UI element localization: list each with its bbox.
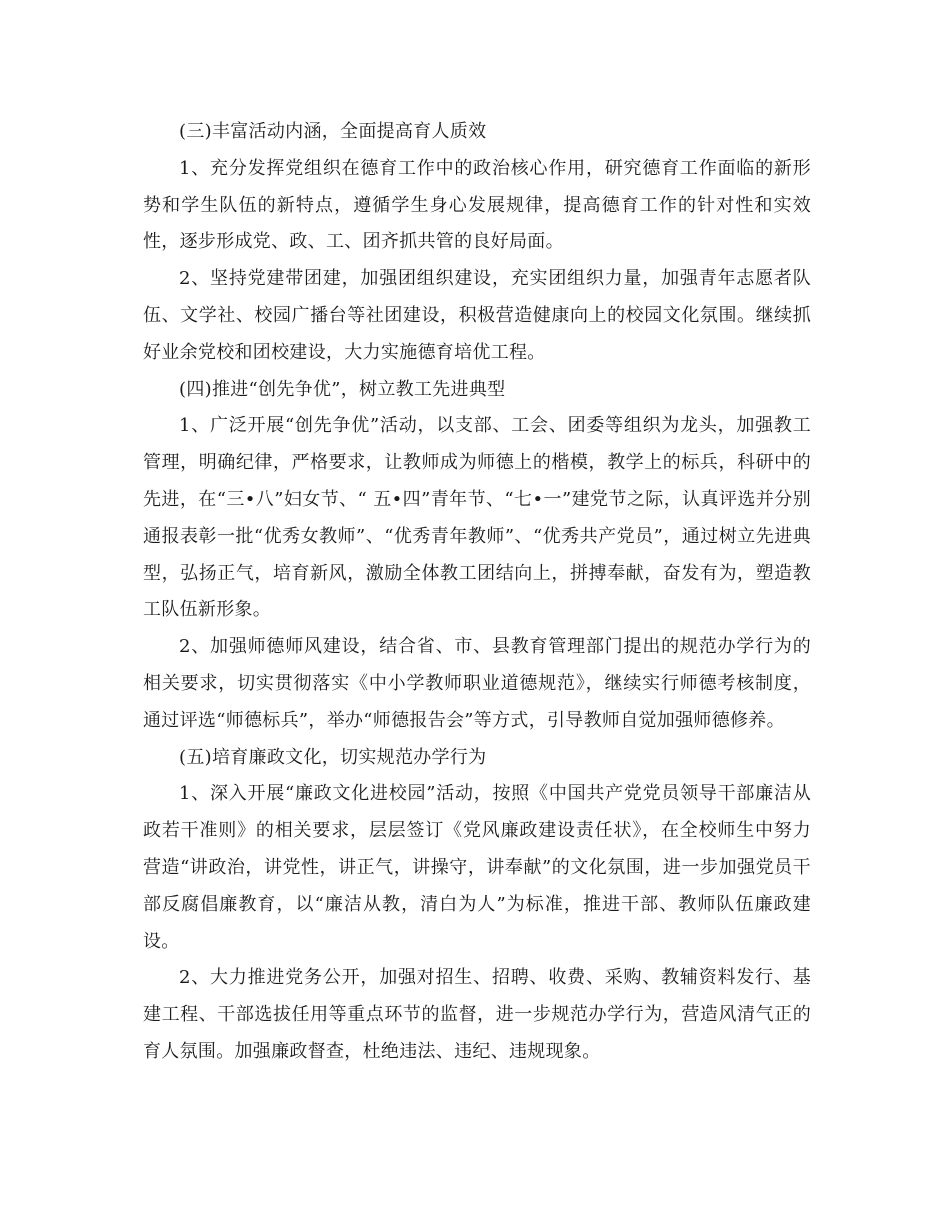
paragraph: 1、深入开展“廉政文化进校园”活动，按照《中国共产党党员领导干部廉洁从政若干准则》的相关要求，层层签订《党风廉政建设责任状》，在全校师生中努力营造“讲政治，讲党性，讲正气，讲操守，讲奉献”的文化氛围，进一步加强党员干部反腐倡廉教育，以“廉洁从教，清白为人”为标准，推进干部、教师队伍廉政建设。 bbox=[143, 783, 811, 952]
paragraph: 2、坚持党建带团建，加强团组织建设，充实团组织力量，加强青年志愿者队伍、文学社、校园广播台等社团建设，积极营造健康向上的校园文化氛围。继续抓好业余党校和团校建设，大力实施德育培优工程。 bbox=[143, 268, 811, 363]
section-heading-4: (四)推进“创先争优”，树立教工先进典型 bbox=[179, 378, 506, 400]
section-heading-5: (五)培育廉政文化，切实规范办学行为 bbox=[179, 746, 487, 768]
paragraph: 2、大力推进党务公开，加强对招生、招聘、收费、采购、教辅资料发行、基建工程、干部选拔任用等重点环节的监督，进一步规范办学行为，营造风清气正的育人氛围。加强廉政督查，杜绝违法、违纪、违规现象。 bbox=[143, 967, 811, 1062]
paragraph: 1、充分发挥党组织在德育工作中的政治核心作用，研究德育工作面临的新形势和学生队伍的新特点，遵循学生身心发展规律，提高德育工作的针对性和实效性，逐步形成党、政、工、团齐抓共管的良好局面。 bbox=[143, 157, 811, 253]
paragraph: 1、广泛开展“创先争优”活动，以支部、工会、团委等组织为龙头，加强教工管理，明确纪律，严格要求，让教师成为师德上的楷模，教学上的标兵，科研中的先进，在“三•八”妇女节、“ 五•四”青年节、“七•一”建党节之际，认真评选并分别通报表彰一批“优秀女教师”、“优秀青年教师”、“优秀共产党员”，通过树立先进典型，弘扬正气，培育新风，激励全体教工团结向上，拼搏奉献，奋发有为，塑造教工队伍新形象。 bbox=[143, 415, 811, 621]
section-heading-3: (三)丰富活动内涵，全面提高育人质效 bbox=[179, 121, 487, 142]
paragraph: 2、加强师德师风建设，结合省、市、县教育管理部门提出的规范办学行为的相关要求，切实贯彻落实《中小学教师职业道德规范》，继续实行师德考核制度，通过评选“师德标兵”，举办“师德报告会”等方式，引导教师自觉加强师德修养。 bbox=[143, 636, 811, 731]
document-body bbox=[143, 114, 811, 1071]
